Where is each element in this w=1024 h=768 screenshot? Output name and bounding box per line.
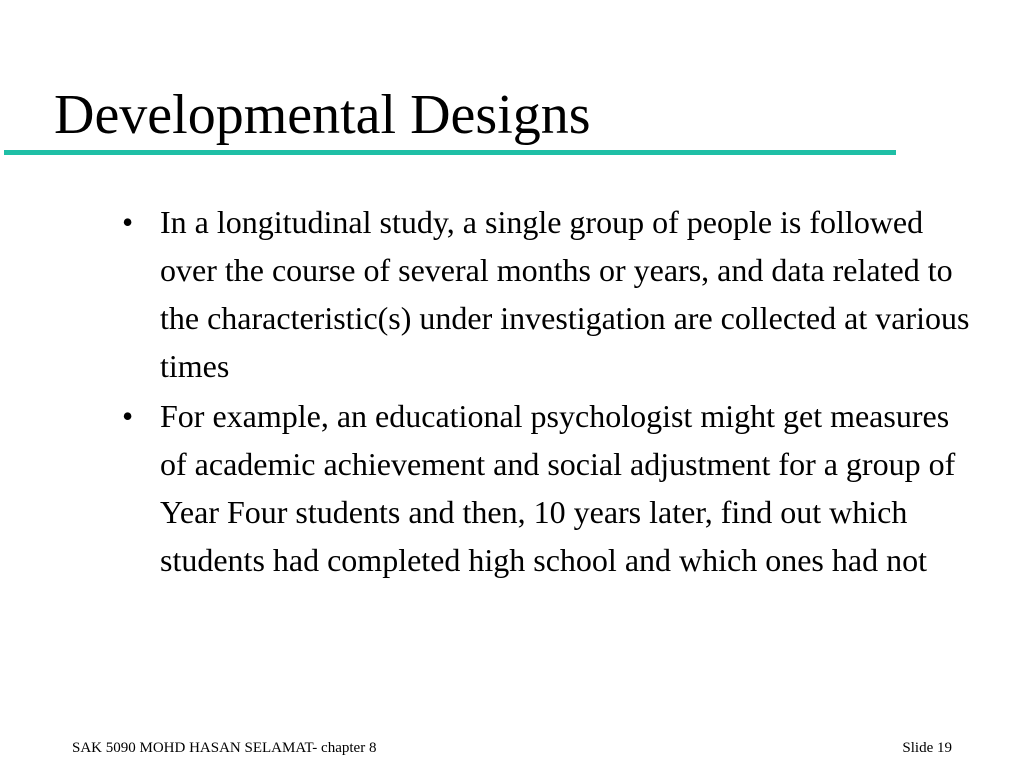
- bullet-list: [118, 198, 978, 586]
- footer-course-label: SAK 5090 MOHD HASAN SELAMAT- chapter 8: [72, 740, 377, 756]
- bullet-item-longitudinal: [118, 198, 978, 390]
- bullet-item-example: [118, 392, 978, 584]
- title-underline: [4, 150, 896, 155]
- bullet-marker-icon: •: [122, 398, 134, 434]
- slide-title: Developmental Designs: [54, 84, 591, 146]
- footer-slide-number: Slide 19: [902, 740, 952, 756]
- bullet-marker-icon: •: [122, 204, 134, 240]
- bullet-text: In a longitudinal study, a single group of people is followed over the course of several months or years, and data related to the characteristic(s) under investigation are collected at various times: [160, 204, 970, 384]
- bullet-text: For example, an educational psychologist might get measures of academic achievement and social adjustment for a group of Year Four students and then, 10 years later, find out which students had completed high school and which ones had not: [160, 398, 956, 578]
